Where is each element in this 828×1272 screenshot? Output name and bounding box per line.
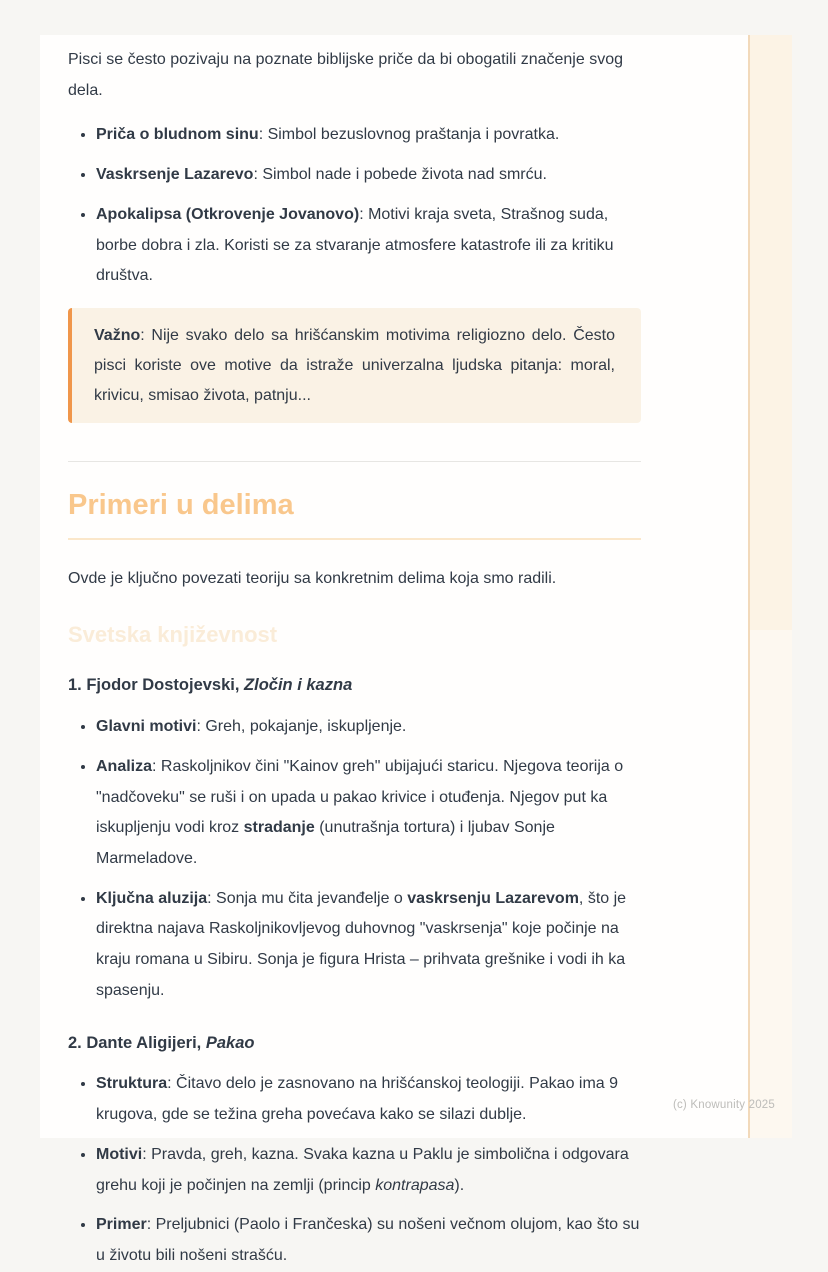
text-segment: : Pravda, greh, kazna. Svaka kazna u Paklu je simbolična i odgovara grehu koji je počinjen na zemlji (princip	[96, 1145, 629, 1194]
biblical-allusions-list	[68, 120, 641, 292]
work-heading-1	[68, 673, 641, 698]
work-heading-2	[68, 1031, 641, 1056]
list-item	[96, 200, 641, 292]
text-segment: , što je direktna najava Raskoljnikovljevog duhovnog "vaskrsenja" koje počinje na kraju romana u Sibiru. Sonja je figura Hrista – prihvata grešnike i vodi ih ka spasenju.	[96, 889, 627, 999]
list-item	[96, 712, 641, 743]
term-desc: : Simbol nade i pobede života nad smrću.	[253, 166, 547, 184]
term: Analiza	[96, 757, 153, 775]
copyright-watermark: (c) Knowunity 2025	[672, 1099, 775, 1111]
work2-list	[68, 1069, 641, 1271]
subsection-heading: Svetska književnost	[68, 621, 278, 647]
text-segment: ).	[454, 1176, 465, 1194]
term: Priča o bludnom sinu	[96, 126, 259, 144]
list-item	[96, 884, 641, 1007]
work-title: Pakao	[205, 1033, 255, 1052]
term-desc: : Greh, pokajanje, iskupljenje.	[196, 718, 407, 736]
term: Glavni motivi	[96, 718, 197, 736]
list-item	[96, 160, 641, 191]
work1-list	[68, 712, 641, 1006]
work-author: 2. Dante Aligijeri,	[68, 1033, 206, 1052]
important-callout	[68, 308, 641, 423]
term: Ključna aluzija	[96, 889, 208, 907]
term-desc: : Preljubnici (Paolo i Frančeska) su nošeni večnom olujom, kao što su u životu bili nošeni strašću.	[96, 1216, 640, 1264]
document-card	[40, 35, 748, 1264]
bold-segment: vaskrsenju Lazarevom	[407, 889, 579, 907]
content-column	[40, 45, 641, 1272]
term: Vaskrsenje Lazarevo	[96, 166, 254, 184]
page-edge-strip-bottom	[750, 630, 792, 1138]
page-edge-strip	[748, 35, 792, 1138]
list-item	[96, 752, 641, 875]
term: Struktura	[96, 1075, 168, 1093]
term-desc: : Motivi kraja sveta, Strašnog suda, borbe dobra i zla. Koristi se za stvaranje atmosfere katastrofe ili za kritiku društva.	[96, 205, 614, 285]
term-desc: : Simbol bezuslovnog praštanja i povratka.	[258, 126, 560, 144]
intro-paragraph: Pisci se često pozivaju na poznate biblijske priče da bi obogatili značenje svog dela.	[68, 51, 623, 99]
section-divider	[68, 461, 641, 462]
list-item	[96, 1210, 641, 1271]
list-item	[96, 1140, 641, 1201]
work-title: Zločin i kazna	[244, 676, 353, 695]
text-segment: (unutrašnja tortura) i ljubav Sonje Marmeladove.	[96, 819, 555, 868]
list-item	[96, 1069, 641, 1130]
callout-label: Važno	[94, 327, 141, 345]
term: Motivi	[96, 1145, 143, 1163]
section-intro: Ovde je ključno povezati teoriju sa konkretnim delima koja smo radili.	[68, 570, 557, 588]
section-heading: Primeri u delima	[68, 488, 641, 540]
page-edge-strip-top	[750, 35, 792, 630]
term-desc: : Čitavo delo je zasnovano na hrišćanskoj teologiji. Pakao ima 9 krugova, gde se težina greha povećava kako se silazi dublje.	[96, 1075, 619, 1124]
work-author: 1. Fjodor Dostojevski,	[68, 676, 245, 695]
term: Primer	[96, 1216, 147, 1234]
italic-segment: kontrapasa	[375, 1176, 455, 1194]
term: Apokalipsa (Otkrovenje Jovanovo)	[96, 205, 360, 223]
text-segment: : Sonja mu čita jevanđelje o	[207, 889, 408, 907]
list-item	[96, 120, 641, 151]
callout-text: : Nije svako delo sa hrišćanskim motivima religiozno delo. Često pisci koriste ove motive da istraže univerzalna ljudska pitanja: moral, krivicu, smisao života, patnju...	[94, 327, 615, 404]
text-segment: : Raskoljnikov čini "Kainov greh" ubijajući staricu. Njegova teorija o "nadčoveku" se ruši i on upada u pakao krivice i otuđenja. Njegov put ka iskupljenju vodi kroz	[96, 757, 624, 837]
bold-segment: stradanje	[243, 819, 315, 837]
